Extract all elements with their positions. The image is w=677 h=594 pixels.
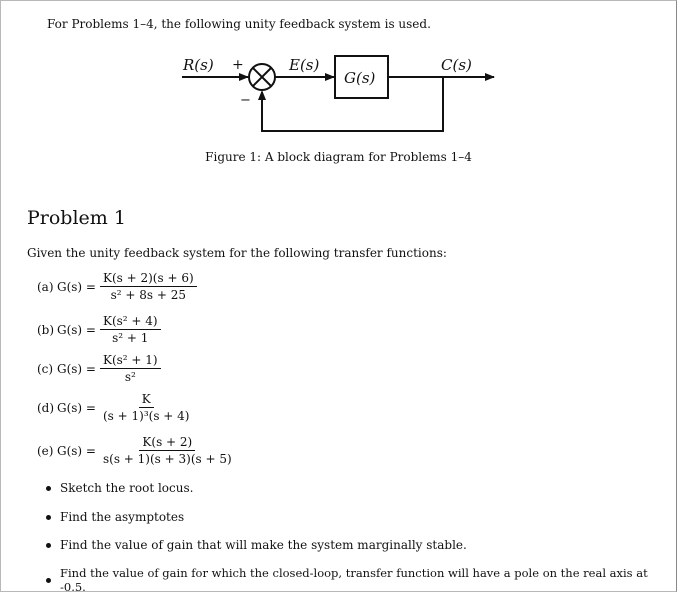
denominator: (s + 1)³(s + 4)	[102, 409, 190, 423]
input-label: R(s)	[183, 56, 214, 74]
error-label: E(s)	[289, 56, 320, 74]
intro-text: For Problems 1–4, the following unity feedback system is used.	[47, 17, 431, 31]
bullet-icon	[46, 486, 51, 491]
task-text: Find the asymptotes	[60, 510, 185, 524]
fraction	[100, 435, 235, 466]
equation-lhs: G(s) =	[57, 400, 96, 415]
equation-a	[37, 271, 197, 302]
equation-lhs: G(s) =	[57, 443, 96, 458]
numerator: K	[139, 392, 154, 408]
fraction	[100, 392, 193, 423]
given-text: Given the unity feedback system for the following transfer functions:	[27, 246, 447, 260]
minus-sign: −	[240, 93, 251, 108]
equation-lhs: G(s) =	[57, 322, 96, 337]
equation-lhs: G(s) =	[57, 279, 96, 294]
task-item	[46, 538, 467, 552]
equation-e	[37, 435, 235, 466]
numerator: K(s² + 1)	[100, 353, 161, 369]
denominator: s² + 1	[112, 331, 149, 345]
task-item	[46, 566, 677, 594]
fraction	[100, 271, 197, 302]
plus-sign: +	[232, 57, 244, 73]
task-text: Sketch the root locus.	[60, 481, 194, 495]
problem-title: Problem 1	[27, 207, 126, 229]
equation-lhs: G(s) =	[57, 361, 96, 376]
task-item	[46, 510, 184, 524]
block-diagram	[0, 0, 677, 150]
summing-junction	[249, 64, 275, 90]
fraction	[100, 314, 161, 345]
bullet-icon	[46, 515, 51, 520]
equation-label: (d)	[37, 400, 55, 415]
block-label: G(s)	[344, 69, 376, 87]
output-label: C(s)	[441, 56, 472, 74]
equation-label: (e)	[37, 443, 54, 458]
equation-label: (b)	[37, 322, 55, 337]
equation-c	[37, 353, 161, 384]
figure-caption-text: Figure 1: A block diagram for Problems 1–4	[205, 150, 472, 164]
numerator: K(s² + 4)	[100, 314, 161, 330]
fraction	[100, 353, 161, 384]
numerator: K(s + 2)	[139, 435, 195, 451]
task-text: Find the value of gain for which the closed-loop, transfer function will have a pole on the real axis at -0.5.	[60, 566, 648, 594]
equation-b	[37, 314, 161, 345]
denominator: s²	[124, 370, 136, 384]
bullet-icon	[46, 578, 51, 583]
feedback-arrowhead	[258, 90, 266, 100]
figure-caption	[0, 150, 677, 164]
task-item	[46, 481, 193, 495]
numerator: K(s + 2)(s + 6)	[100, 271, 197, 287]
equation-d	[37, 392, 192, 423]
denominator: s(s + 1)(s + 3)(s + 5)	[102, 452, 232, 466]
denominator: s² + 8s + 25	[110, 288, 187, 302]
equation-label: (c)	[37, 361, 54, 376]
equation-label: (a)	[37, 279, 54, 294]
task-text: Find the value of gain that will make the system marginally stable.	[60, 538, 467, 552]
bullet-icon	[46, 543, 51, 548]
